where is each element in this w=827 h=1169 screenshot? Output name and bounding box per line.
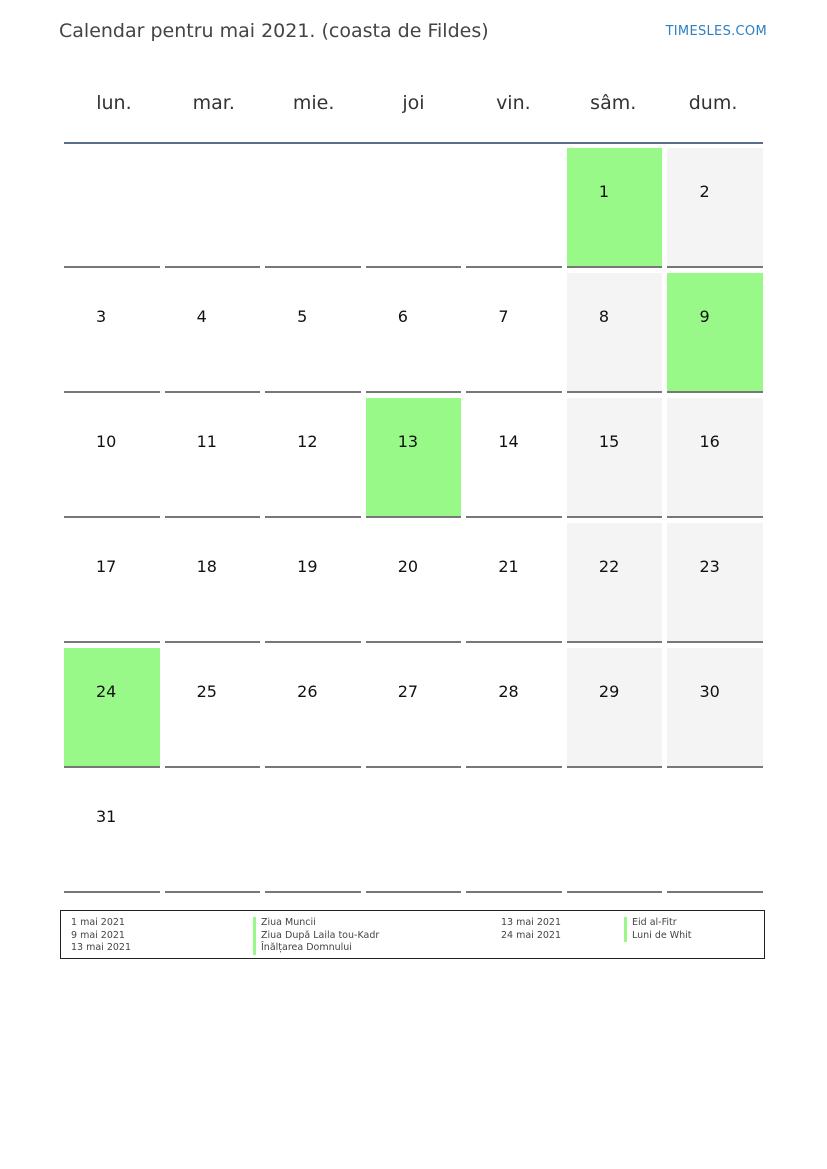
day-cell[interactable]: 28 [466,648,562,768]
day-cell[interactable]: 7 [466,273,562,393]
day-cell[interactable]: 16 [667,398,763,518]
weekday-header-row [64,80,763,144]
day-cell[interactable]: 17 [64,523,160,643]
day-cell[interactable]: 10 [64,398,160,518]
day-cell[interactable]: 19 [265,523,361,643]
day-cell[interactable]: 8 [567,273,663,393]
day-cell[interactable]: 26 [265,648,361,768]
week-row [64,273,763,398]
legend-holiday-name: Luni de Whit [624,930,692,943]
weekday-label: dum. [688,92,738,114]
empty-day-cell [567,773,663,893]
day-cell[interactable]: 11 [165,398,261,518]
empty-day-cell [265,773,361,893]
week-row [64,648,763,773]
legend-holiday-name: Înălțarea Domnului [253,942,379,955]
weekday-label: sâm. [590,92,637,114]
day-cell[interactable]: 22 [567,523,663,643]
page-title: Calendar pentru mai 2021. (coasta de Fildes) [59,20,489,42]
week-row [64,523,763,648]
legend-date: 1 mai 2021 [71,917,125,928]
legend-holiday-name: Ziua Muncii [253,917,379,930]
legend-left-names [253,917,379,955]
day-cell[interactable]: 25 [165,648,261,768]
day-cell[interactable]: 3 [64,273,160,393]
calendar-grid [64,148,763,898]
holiday-day-cell[interactable]: 13 [366,398,462,518]
legend-holiday-name: Ziua După Laila tou-Kadr [253,930,379,943]
legend-right-dates [501,917,561,942]
day-cell[interactable]: 14 [466,398,562,518]
day-cell[interactable]: 29 [567,648,663,768]
weekday-label: joi [402,92,425,114]
empty-day-cell [366,148,462,268]
brand-link[interactable]: TIMESLES.COM [665,24,767,39]
holiday-day-cell[interactable]: 24 [64,648,160,768]
day-cell[interactable]: 2 [667,148,763,268]
holiday-day-cell[interactable]: 9 [667,273,763,393]
legend-left-dates [71,917,131,955]
day-cell[interactable]: 23 [667,523,763,643]
day-cell[interactable]: 15 [567,398,663,518]
week-row [64,148,763,273]
day-cell[interactable]: 31 [64,773,160,893]
empty-day-cell [265,148,361,268]
day-cell[interactable]: 6 [366,273,462,393]
week-row [64,398,763,523]
weekday-label: vin. [496,92,531,114]
legend-right-names [624,917,692,942]
day-cell[interactable]: 27 [366,648,462,768]
holiday-day-cell[interactable]: 1 [567,148,663,268]
empty-day-cell [165,148,261,268]
empty-day-cell [466,148,562,268]
day-cell[interactable]: 18 [165,523,261,643]
legend-date: 13 mai 2021 [501,917,562,928]
day-cell[interactable]: 5 [265,273,361,393]
weekday-label: mar. [192,92,235,114]
empty-day-cell [466,773,562,893]
empty-day-cell [366,773,462,893]
empty-day-cell [667,773,763,893]
calendar [64,80,763,898]
empty-day-cell [165,773,261,893]
day-cell[interactable]: 4 [165,273,261,393]
day-cell[interactable]: 12 [265,398,361,518]
weekday-label: lun. [96,92,132,114]
weekday-label: mie. [292,92,335,114]
day-cell[interactable]: 21 [466,523,562,643]
empty-day-cell [64,148,160,268]
week-row [64,773,763,898]
legend-date: 24 mai 2021 [501,929,562,941]
legend-holiday-name: Eid al-Fitr [624,917,692,930]
legend-date: 13 mai 2021 [71,942,132,953]
day-cell[interactable]: 20 [366,523,462,643]
holiday-legend [60,910,765,959]
day-cell[interactable]: 30 [667,648,763,768]
legend-date: 9 mai 2021 [71,929,125,941]
